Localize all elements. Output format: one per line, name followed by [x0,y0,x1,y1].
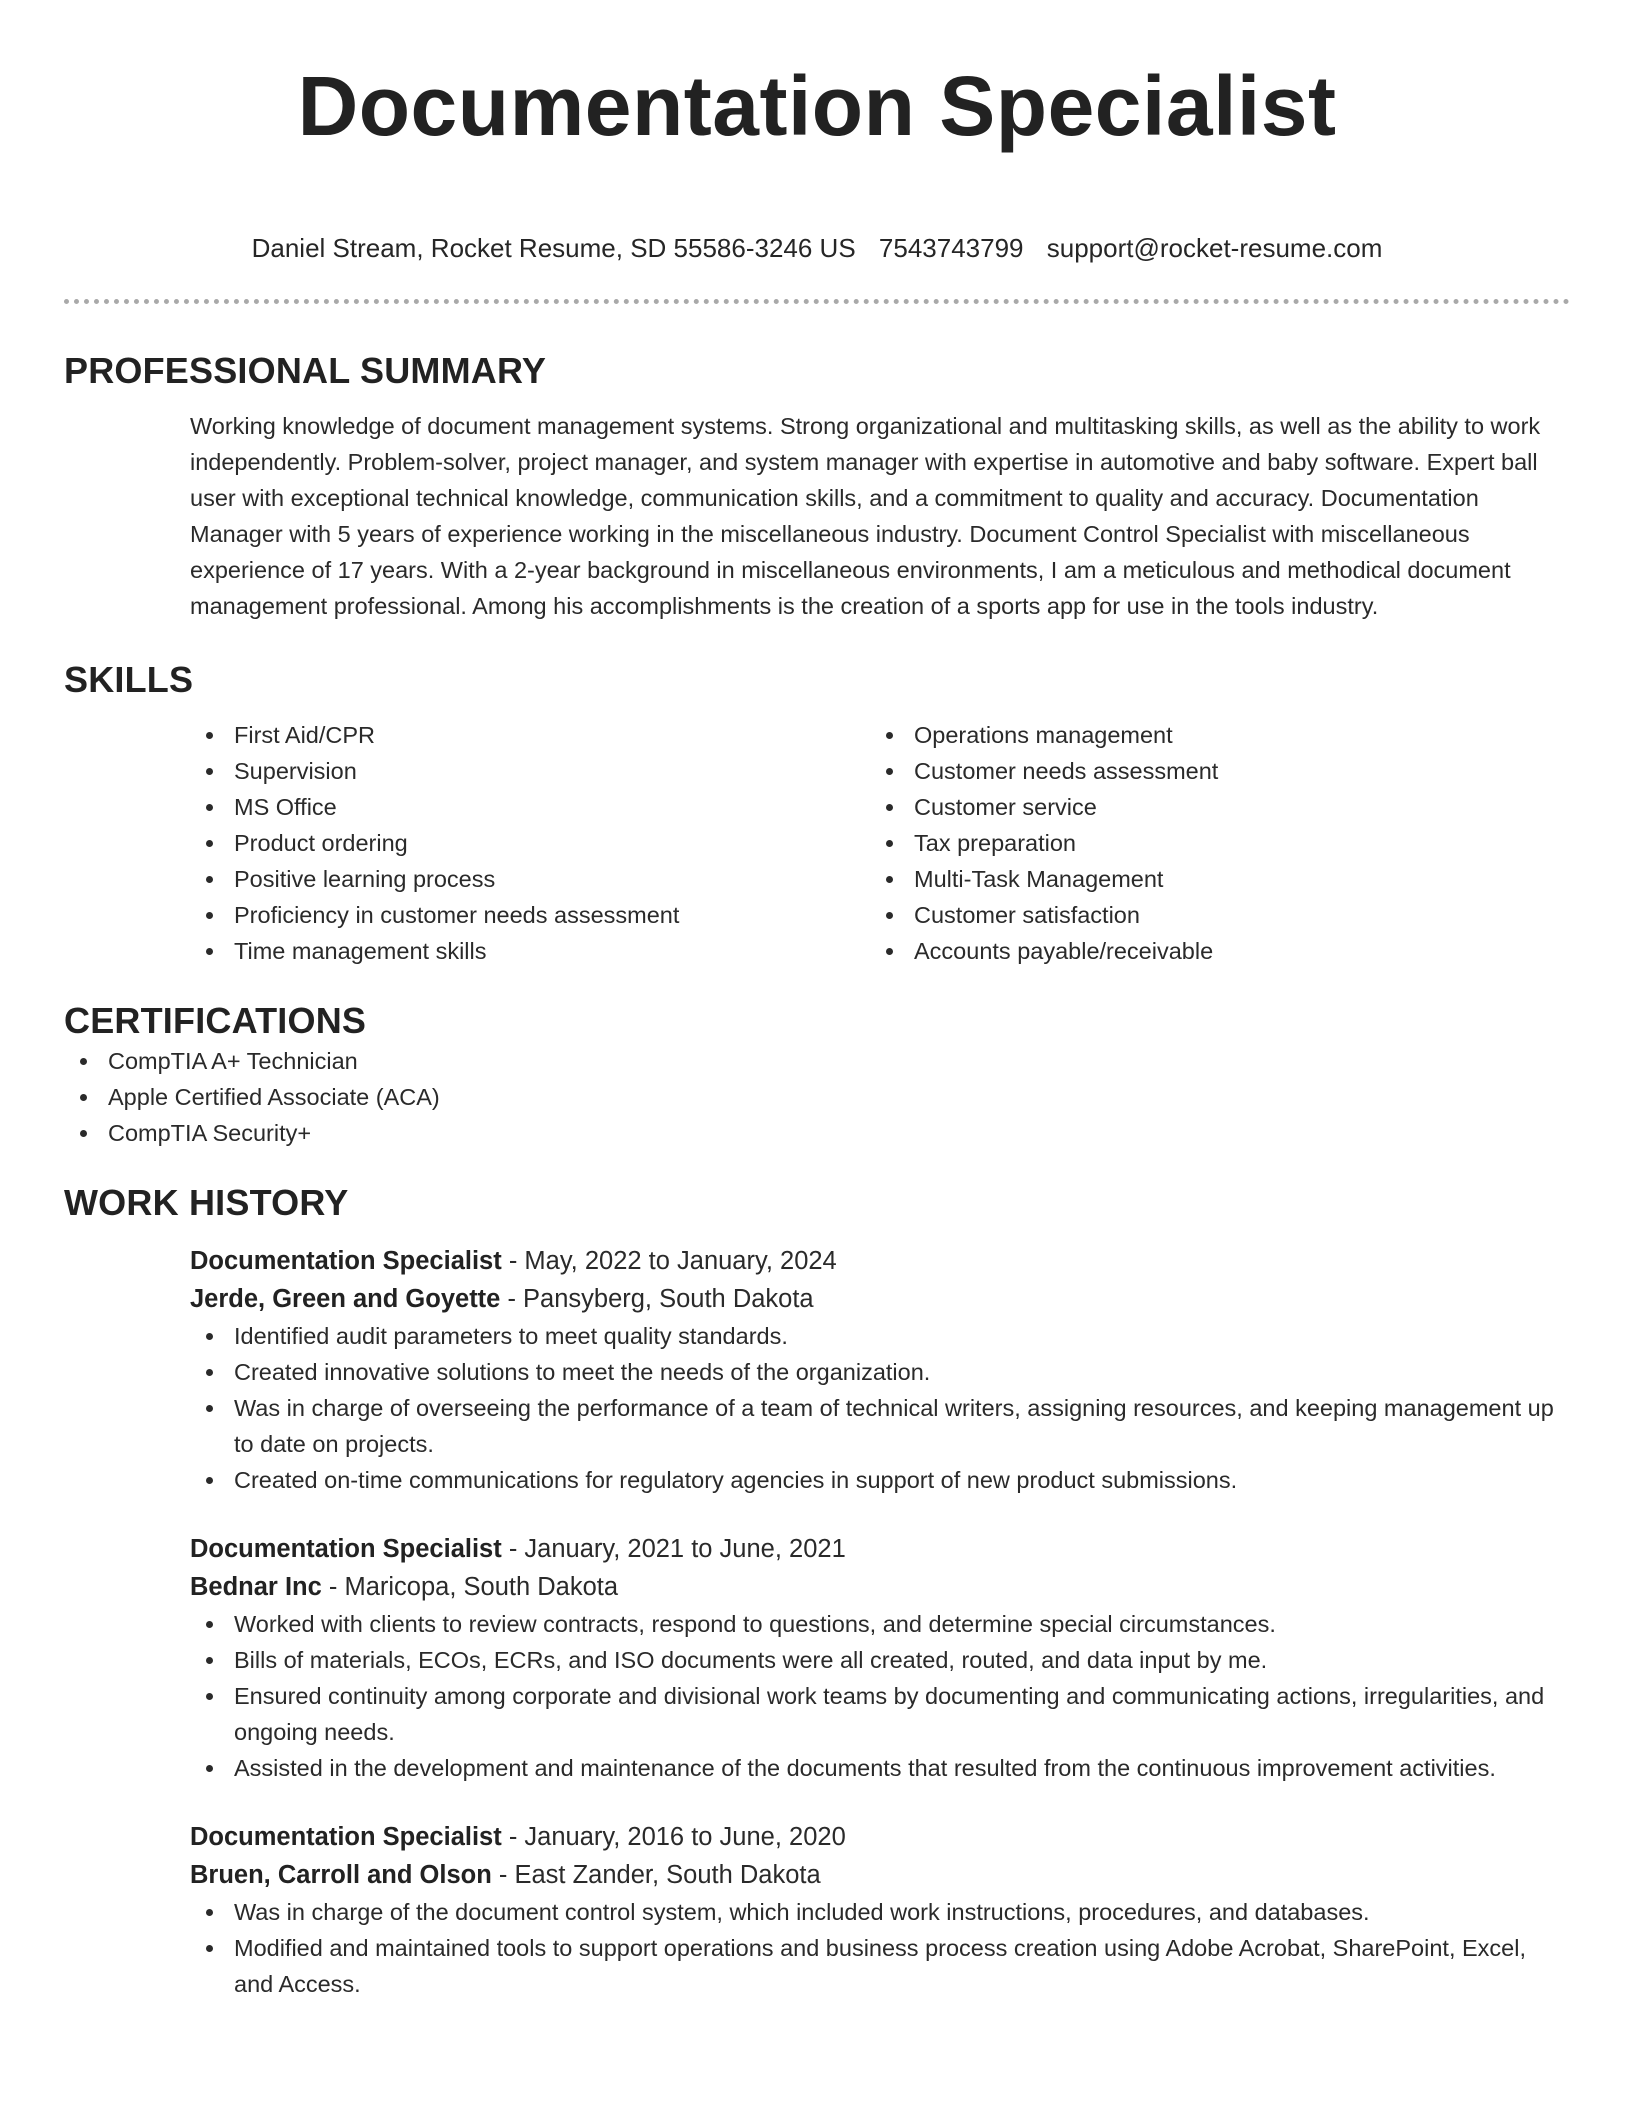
job-dates: - May, 2022 to January, 2024 [501,1247,837,1275]
skill-item: MS Office [190,789,870,825]
job-title: Documentation Specialist [190,1535,502,1563]
job-bullet: Created on-time communications for regulatory agencies in support of new product submissions. [190,1462,1570,1498]
job-entry [190,1242,1570,1498]
job-entry [190,1818,1570,2002]
skills-grid [190,717,1570,969]
contact-email: support@rocket-resume.com [1046,233,1383,263]
skill-item: Multi-Task Management [870,861,1550,897]
certification-item: Apple Certified Associate (ACA) [64,1079,1570,1115]
skill-item: Customer service [870,789,1550,825]
certification-item: CompTIA Security+ [64,1115,1570,1151]
skills-list-left [190,717,870,969]
skill-item: Tax preparation [870,825,1550,861]
job-bullets [190,1606,1570,1786]
job-bullet: Ensured continuity among corporate and divisional work teams by documenting and communicating actions, irregularities, and ongoing needs. [190,1678,1570,1750]
skill-item: Customer needs assessment [870,753,1550,789]
skill-item: Customer satisfaction [870,897,1550,933]
skill-item: Product ordering [190,825,870,861]
certifications-list [64,1043,1570,1151]
job-company-line [190,1856,1570,1894]
skill-item: Positive learning process [190,861,870,897]
job-bullet: Modified and maintained tools to support operations and business process creation using Adobe Acrobat, SharePoint, Excel, and Access. [190,1930,1570,2002]
resume-title: Documentation Specialist [297,59,1337,153]
job-title-line [190,1530,1570,1568]
job-company-line [190,1568,1570,1606]
skill-item: Time management skills [190,933,870,969]
job-company: Bednar Inc [190,1573,322,1601]
skills-heading: SKILLS [64,659,194,700]
job-title-line [190,1242,1570,1280]
header-divider [64,299,1570,304]
skill-item: Operations management [870,717,1550,753]
job-title-line [190,1818,1570,1856]
job-location: - Pansyberg, South Dakota [500,1285,814,1313]
job-company: Jerde, Green and Goyette [190,1285,501,1313]
work-history-section [64,1181,1570,2002]
contact-address: Daniel Stream, Rocket Resume, SD 55586-3246 US [251,233,856,263]
job-bullet: Was in charge of the document control system, which included work instructions, procedures, and databases. [190,1894,1570,1930]
job-bullets [190,1318,1570,1498]
job-location: - East Zander, South Dakota [491,1861,821,1889]
skill-item: Supervision [190,753,870,789]
contact-phone: 7543743799 [878,233,1024,263]
skill-item: First Aid/CPR [190,717,870,753]
job-bullets [190,1894,1570,2002]
summary-text: Working knowledge of document management systems. Strong organizational and multitasking skills, as well as the ability to work independently. Problem-solver, project manager, and system manager with expertise in automotive and baby software. Expert ball user with exceptional technical knowledge, communication skills, and a commitment to quality and accuracy. Documentation Manager with 5 years of experience working in the miscellaneous industry. Document Control Specialist with miscellaneous experience of 17 years. With a 2-year background in miscellaneous environments, I am a meticulous and methodical document management professional. Among his accomplishments is the creation of a sports app for use in the tools industry. [190,413,1541,619]
job-location: - Maricopa, South Dakota [321,1573,619,1601]
job-company-line [190,1280,1570,1318]
certification-item: CompTIA A+ Technician [64,1043,1570,1079]
job-dates: - January, 2021 to June, 2021 [501,1535,846,1563]
job-dates: - January, 2016 to June, 2020 [501,1823,846,1851]
job-bullet: Worked with clients to review contracts, respond to questions, and determine special circumstances. [190,1606,1570,1642]
job-entry [190,1530,1570,1786]
summary-heading: PROFESSIONAL SUMMARY [64,350,547,391]
skills-column-right [870,717,1550,969]
skill-item: Proficiency in customer needs assessment [190,897,870,933]
skills-list-right [870,717,1550,969]
job-bullet: Assisted in the development and maintenance of the documents that resulted from the continuous improvement activities. [190,1750,1570,1786]
work-history-heading: WORK HISTORY [64,1182,349,1223]
skills-section [64,658,1570,969]
job-title: Documentation Specialist [190,1823,502,1851]
certifications-section [64,999,1570,1151]
summary-section [64,349,1570,624]
job-bullet: Created innovative solutions to meet the needs of the organization. [190,1354,1570,1390]
contact-line [64,232,1570,264]
skills-column-left [190,717,870,969]
certifications-heading: CERTIFICATIONS [64,1000,367,1041]
job-bullet: Bills of materials, ECOs, ECRs, and ISO documents were all created, routed, and data input by me. [190,1642,1570,1678]
job-bullet: Identified audit parameters to meet quality standards. [190,1318,1570,1354]
job-bullet: Was in charge of overseeing the performance of a team of technical writers, assigning resources, and keeping management up to date on projects. [190,1390,1570,1462]
skill-item: Accounts payable/receivable [870,933,1550,969]
job-title: Documentation Specialist [190,1247,502,1275]
job-company: Bruen, Carroll and Olson [190,1861,492,1889]
